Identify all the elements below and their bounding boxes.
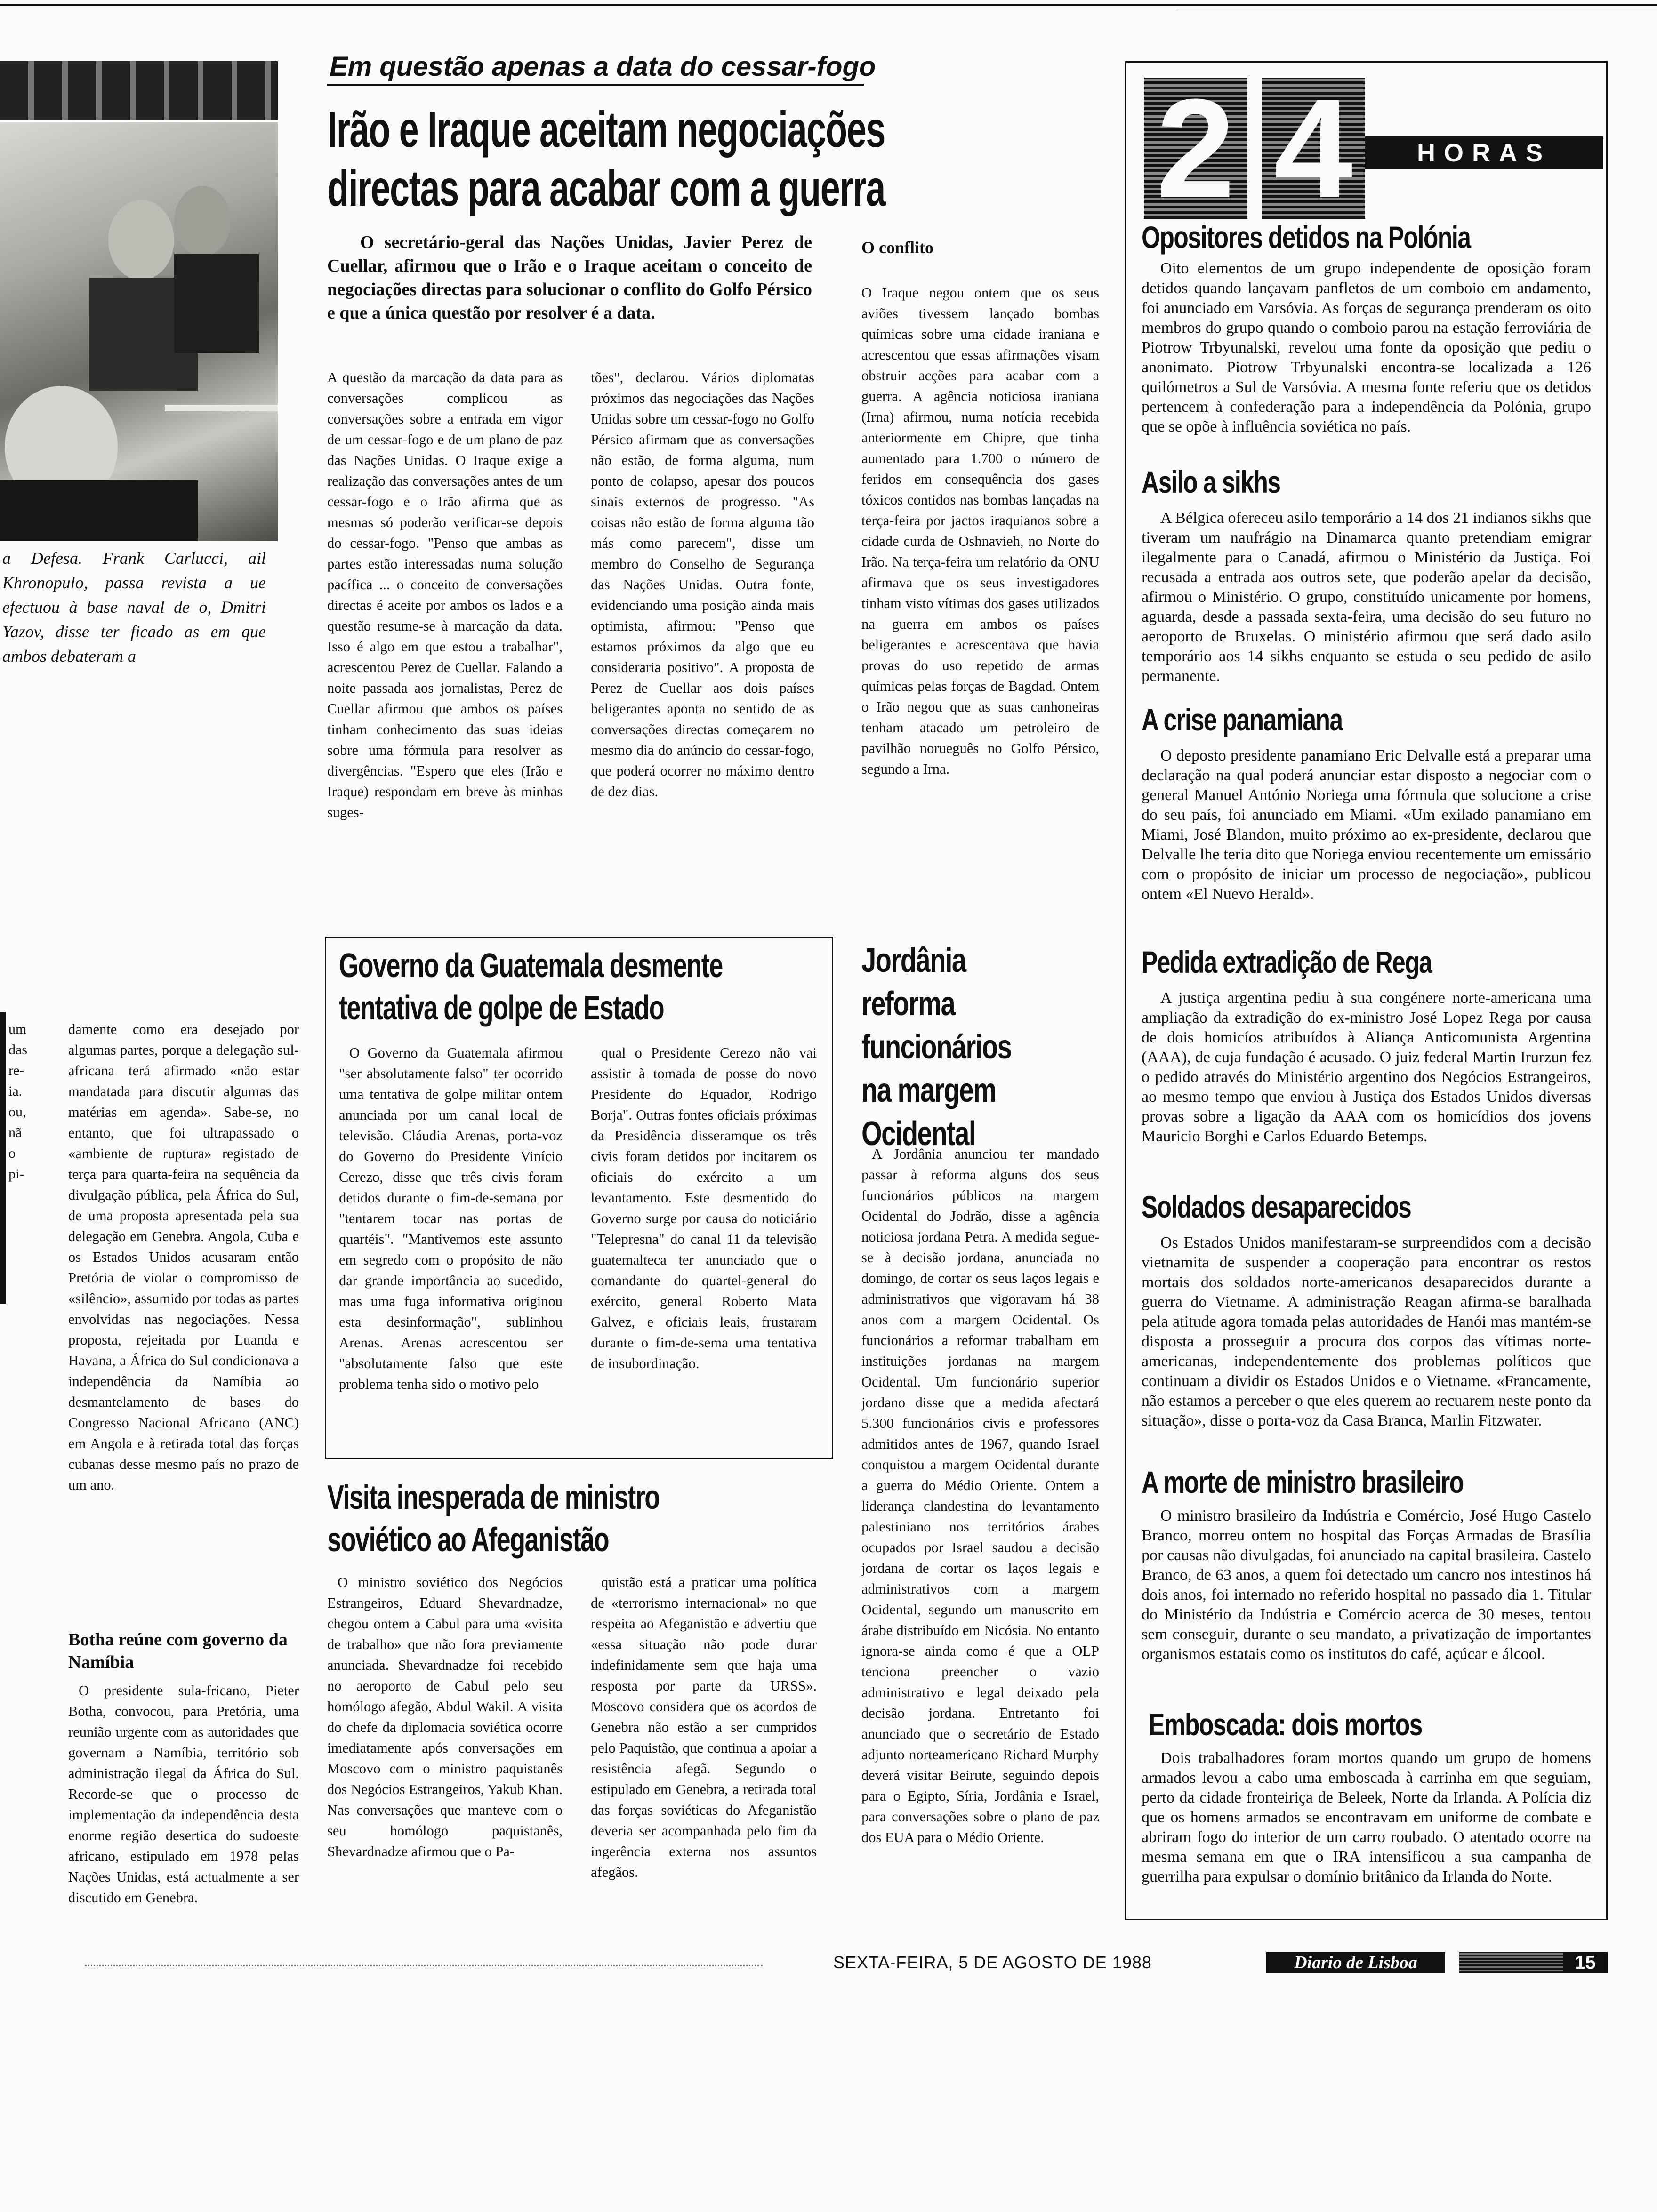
item-text-polonia: Oito elementos de um grupo independente de oposição foram detidos quando lançavam panfletos de um comboio em andamento, foi anunciado em Varsóvia. As forças de segurança prenderam os oito membros do grupo quando o comboio parou na estação ferroviária de Piotrow Trbyunalski, revelou uma fonte da oposição que pediu o anonimato. Piotrow Trbyunalski encontra-se localizada a 126 quilómetros a Sul de Varsóvia. A mesma fonte referiu que os detidos pertencem à confederação para a independência da Polónia, grupo que se opõe à influência soviética no país. — [1142, 260, 1591, 435]
footer-page-number: 15 — [1563, 1952, 1608, 1973]
item-text-panama: O deposto presidente panamiano Eric Delvalle está a preparar uma declaração na qual poderá anunciar estar disposto a negociar com o general Manuel António Noriega uma fórmula que solucione a crise do seu país, foi anunciado em Miami. «Um exilado panamiano em Miami, José Blandon, muito próximo ao ex-presidente, declarou que Delvalle lhe teria dito que Noriega enviou recentemente um emissário com o propósito de iniciar um processo de negociação», publicou ontem «El Nuevo Herald». — [1142, 747, 1591, 903]
news-photo — [0, 122, 278, 541]
footer-date: SEXTA-FEIRA, 5 DE AGOSTO DE 1988 — [833, 1953, 1152, 1972]
main-column-3: O Iraque negou ontem que os seus aviões tivessem lançado bombas químicas sobre uma cidade iraniana e acrescentou que essas afirmações visam obstruir acções para acabar com a guerra. A agência noticiosa iraniana (Irna) afirmou, numa notícia recebida anteriormente em Chipre, que tinha aumentado para 1.700 o número de feridos em consequência dos gases tóxicos contidos nas bombas lançadas na terça-feira por jactos iraquianos sobre a cidade curda de Oshnavieh, no Norte do Irão. Na terça-feira um relatório da ONU afirmava que os seus investigadores tinham visto vítimas dos gases utilizados na guerra em ambos os países beligerantes e acrescentava que havia provas do uso repetido de armas químicas pelas forças de Bagdad. Ontem o Irão negou que as suas canhoneiras tenham atacado um petroleiro de pavilhão norueguês no Golfo Pérsico, segundo a Irna. — [861, 285, 1099, 777]
item-head-soldados: Soldados desaparecidos — [1142, 1189, 1411, 1224]
main-column-2: tões", declarou. Vários diplomatas próximos das negociações das Nações Unidas sobre um cessar-fogo no Golfo Pérsico afirmam que as conversações não estão, de forma alguma, num ponto de colapso, apesar dos poucos sinais externos de progresso. "As coisas não estão de forma alguma tão más como parecem", disse um membro do Conselho de Segurança das Nações Unidas. Outra fonte, evidenciando uma posição ainda mais optimista, afirmou: "Penso que estamos próximos da algo que eu consideraria positivo". A proposta de Perez de Cuellar aos dois países beligerantes aponta no sentido de as conversações directas começarem no mesmo dia do anúncio do cessar-fogo, que poderá ocorrer no máximo dentro de dez dias. — [591, 369, 814, 800]
main-lead: O secretário-geral das Nações Unidas, Javier Perez de Cuellar, afirmou que o Irão e o Iraque aceitam o conceito de negociações directas para solucionar o conflito do Golfo Pérsico e que a única questão por resolver é a data. — [327, 232, 812, 323]
photo-figures — [0, 122, 278, 541]
main-column-1: A questão da marcação da data para as conversações complicou as conversações sobre a entrada em vigor de um cessar-fogo e de um plano de paz das Nações Unidas. O Iraque exige a realização das conversações antes de um cessar-fogo e o Irão afirma que as mesmas só poderão verificar-se depois do cessar-fogo. "Penso que ambas as partes estão interessadas numa solução pacífica ... o conceito de conversações directas é aceite por ambos os lados e a questão resume-se à marcação da data. Isso é algo em que estou a trabalhar", acrescentou Perez de Cuellar. Falando a noite passada aos jornalistas, Perez de Cuellar afirmou que ambos os países tinham conhecimento das suas ideias sobre uma fórmula para resolver as divergências. "Espero que eles (Irão e Iraque) respondam em breve às minhas suges- — [327, 369, 563, 820]
item-head-emboscada: Emboscada: dois mortos — [1149, 1707, 1422, 1742]
visita-headline-2: soviético ao Afeganistão — [327, 1521, 609, 1559]
left-black-bar — [0, 1012, 6, 1304]
guatemala-headline-2: tentativa de golpe de Estado — [339, 989, 664, 1027]
horas-label: HORAS — [1365, 136, 1603, 169]
guatemala-column-2: qual o Presidente Cerezo não vai assistir à tomada de posse do novo Presidente do Equador, Rodrigo Borja". Outras fontes oficiais próximas da Presidência disseramque os três civis foram detidos por incitarem os oficiais do exército a um levantamento. Este desmentido do Governo surge por causa do noticiário "Telepresna" do canal 11 da televisão guatemalteca ter anunciado que o comandante do quartel-general do exército, general Roberto Mata Galvez, e oficiais leais, frustaram durante o fim-de-sema uma tentativa de insubordinação. — [591, 1045, 817, 1371]
visita-column-1: O ministro soviético dos Negócios Estrangeiros, Eduard Shevardnadze, chegou ontem a Cabul para uma «visita de trabalho» que não fora previamente anunciada. Shevardnadze foi recebido no aeroporto de Cabul pelo seu homólogo afegão, Abdul Wakil. A visita do chefe da diplomacia soviética ocorre imediatamente após conversações em Moscovo com o ministro paquistanês dos Negócios Estrangeiros, Yakub Khan. Nas conversações que manteve com o seu homólogo paquistanês, Shevardnadze afirmou que o Pa- — [327, 1574, 563, 1859]
main-headline-line2: directas para acabar com a guerra — [327, 160, 885, 216]
photo-header-bar — [0, 61, 278, 120]
namibia-column: damente como era desejado por algumas partes, porque a delegação sul-africana terá afirmado «não estar mandatada para discutir algumas das matérias em agenda». Sabe-se, no entanto, que foi ultrapassado o «ambiente de ruptura» registado de terça para quarta-feira na sequência da divulgação pública, pela África do Sul, de uma proposta apresentada pela sua delegação em Genebra. Angola, Cuba e os Estados Unidos acusaram então Pretória de violar o compromisso de «silêncio», assumido por todas as partes envolvidas nas negociações. Nessa proposta, rejeitada por Luanda e Havana, a África do Sul condicionava a independência da Namíbia ao desmantelamento de bases do Congresso Nacional Africano (ANC) em Angola e à retirada total das forças cubanas desse mesmo país no prazo de um ano. — [68, 1021, 299, 1493]
item-text-soldados: Os Estados Unidos manifestaram-se surpreendidos com a decisão vietnamita de suspender a cooperação para encontrar os restos mortais dos soldados norte-americanos desaparecidos durante a guerra do Vietname. A administração Reagan afirma-se baralhada pela atitude agora tomada pelas autoridades de Hanói mas mantém-se disposta a prosseguir a procura dos corpos das vítimas norte-americanas, independentemente dos problemas políticos que continuam a dividir os Estados Unidos e o Vietname. «Francamente, não estamos a perceber o que eles querem ao recuarem neste ponto da situação», disse o porta-voz da Casa Branca, Marlin Fitzwater. — [1142, 1234, 1591, 1429]
horas-digit-2: 2 — [1144, 78, 1247, 219]
visita-headline-1: Visita inesperada de ministro — [327, 1479, 660, 1516]
conflict-subhead: O conflito — [861, 238, 933, 257]
item-head-polonia: Opositores detidos na Polónia — [1142, 220, 1471, 255]
footer-dots — [85, 1965, 763, 1966]
top-rule — [0, 4, 1657, 6]
jordan-text: A Jordânia anunciou ter mandado passar à reforma alguns dos seus funcionários públicos na margem Ocidental do Jodrão, disse a agência noticiosa jordana Petra. A medida segue-se à decisão jordana, anunciada no domingo, de cortar os seus laços legais e administrativos que vigoravam há 38 anos com a margem Ocidental. Os funcionários a reformar trabalham em instituições jordanas na margem Ocidental. Um funcionário superior jordano disse que a medida afectará 5.300 funcionários civis e professores admitidos antes de 1967, quando Israel conquistou a margem Ocidental durante a guerra do Médio Oriente. Ontem a liderança clandestina do levantamento palestiniano nos territórios árabes ocupados por Israel saudou a decisão jordana de cortar os laços legais e administrativos com a margem Ocidental, segundo um manuscrito em árabe distribuído em Nicósia. No entanto ignora-se ainda como é que a OLP tenciona preencher o vazio administrativo e legal deixado pela decisão jordana. Entretanto foi anunciado que o secretário de Estado adjunto norteamericano Richard Murphy deverá visitar Beirute, seguindo depois para o Egipto, Síria, Jordânia e Israel, para conversações sobre o plano de paz dos EUA para o Médio Oriente. — [861, 1146, 1099, 1845]
item-head-panama: A crise panamiana — [1142, 702, 1343, 737]
item-text-sikhs: A Bélgica ofereceu asilo temporário a 14 dos 21 indianos sikhs que tiveram um naufrágio na Dinamarca quanto pretendiam emigrar ilegalmente para o Canadá, afirmou o Ministério da Justiça. Foi recusada a entrada aos outros sete, que poderão apelar da decisão, afirmou o Ministério. O grupo, constituído unicamente por homens, aguarda, desde a passada sexta-feira, uma decisão do seu futuro no aeroporto de Bruxelas. O ministério afirmou que será dado asilo temporário aos 14 sikhs enquanto se estuda o seu pedido de asilo permanente. — [1142, 509, 1591, 685]
horas-digit-4: 4 — [1262, 78, 1365, 219]
item-head-rega: Pedida extradição de Rega — [1142, 945, 1432, 979]
left-fragments: um das re- ia. ou, não pi- — [8, 1021, 27, 1182]
botha-subhead: Botha reúne com governo da Namíbia — [68, 1630, 288, 1672]
item-head-sikhs: Asilo a sikhs — [1142, 465, 1280, 499]
kicker: Em questão apenas a data do cessar-fogo — [330, 51, 876, 82]
guatemala-column-1: O Governo da Guatemala afirmou "ser absolutamente falso" ter ocorrido uma tentativa de golpe militar ontem anunciada por um canal local de televisão. Cláudia Arenas, porta-voz do Governo do Presidente Vinício Cerezo, disse que três civis foram detidos durante o fim-de-semana por "tentarem tocar nas portas de quartéis". "Mantivemos este assunto em segredo com o propósito de não dar grande importância ao sucedido, mas uma fuga informativa originou esta desinformação", sublinhou Arenas. Arenas acrescentou ser "absolutamente falso que este problema tenha sido o motivo pelo — [339, 1045, 563, 1392]
photo-caption: a Defesa. Frank Carlucci, ail Khronopulo, passa revista a ue efectuou à base naval de o, Dmitri Yazov, disse ter ficado as em que ambos debateram a — [2, 549, 266, 665]
jordan-headline: Jordânia reforma funcionários na margem Ocidental — [861, 942, 1012, 1153]
footer-paper-name: Diario de Lisboa — [1266, 1952, 1445, 1973]
botha-text: O presidente sula-fricano, Pieter Botha, convocou, para Pretória, uma reunião urgente com as autoridades que governam a Namíbia, território sob administração ilegal da África do Sul. Recorde-se que o processo de implementação da independência desta enorme região desertica do sudoeste africano, estipulado em 1978 pelas Nações Unidas, está actualmente a ser discutido em Genebra. — [68, 1683, 299, 1906]
item-text-emboscada: Dois trabalhadores foram mortos quando um grupo de homens armados levou a cabo uma emboscada à carrinha em que seguiam, perto da cidade fronteiriça de Beleek, Norte da Irlanda. A Polícia diz que os homens armados se encontravam em uniforme de combate e abriram fogo do interior de um carro roubado. O atentado ocorre na mesma semana em que o IRA intensificou a sua campanha de guerrilha para expulsar o domínio britânico da Irlanda do Norte. — [1142, 1749, 1591, 1885]
main-headline-line1: Irão e Iraque aceitam negociações — [327, 101, 885, 158]
item-text-rega: A justiça argentina pediu à sua congénere norte-americana uma ampliação da extradição do ex-ministro José Lopez Rega por causa de dois homicíos atribuídos à Aliança Anticomunista Argentina (AAA), de cuja fundação é acusado. O juiz federal Martin Irurzun fez o pedido através do Ministério argentino dos Negócios Estrangeiros, ao mesmo tempo que enviou à Justiça dos Estados Unidos diversas provas sobre a ligação da AAA com os homicídios dos jovens Mauricio Borghi e Carlos Eduardo Betemps. — [1142, 989, 1591, 1145]
item-text-brasil: O ministro brasileiro da Indústria e Comércio, José Hugo Castelo Branco, morreu ontem no hospital das Forças Armadas de Brasília por causas não divulgadas, foi anunciado na capital brasileira. Castelo Branco, de 63 anos, a quem foi detectado um cancro nos intestinos há dois anos, foi internado no referido hospital no passado dia 1. Titular do Ministério da Indústria e Comércio acerca de 30 meses, tentou sem conseguir, durante o seu mandato, a privatização de importantes organismos estatais como os institutos do café, açúcar e álcool. — [1142, 1507, 1591, 1663]
visita-column-2: quistão está a praticar uma política de «terrorismo internacional» no que respeita ao Afeganistão e advertiu que «essa situação não pode durar indefinidamente sem que haja uma resposta por parte da URSS». Moscovo considera que os acordos de Genebra não estão a ser cumpridos pelo Paquistão, que continua a apoiar a resistência afegã. Segundo o estipulado em Genebra, a retirada total das forças soviéticas do Afeganistão deveria ser acompanhada pelo fim da ingerência externa nos assuntos afegãos. — [591, 1574, 817, 1880]
item-head-brasil: A morte de ministro brasileiro — [1142, 1465, 1464, 1499]
kicker-underline — [327, 84, 864, 86]
guatemala-headline-1: Governo da Guatemala desmente — [339, 947, 723, 985]
